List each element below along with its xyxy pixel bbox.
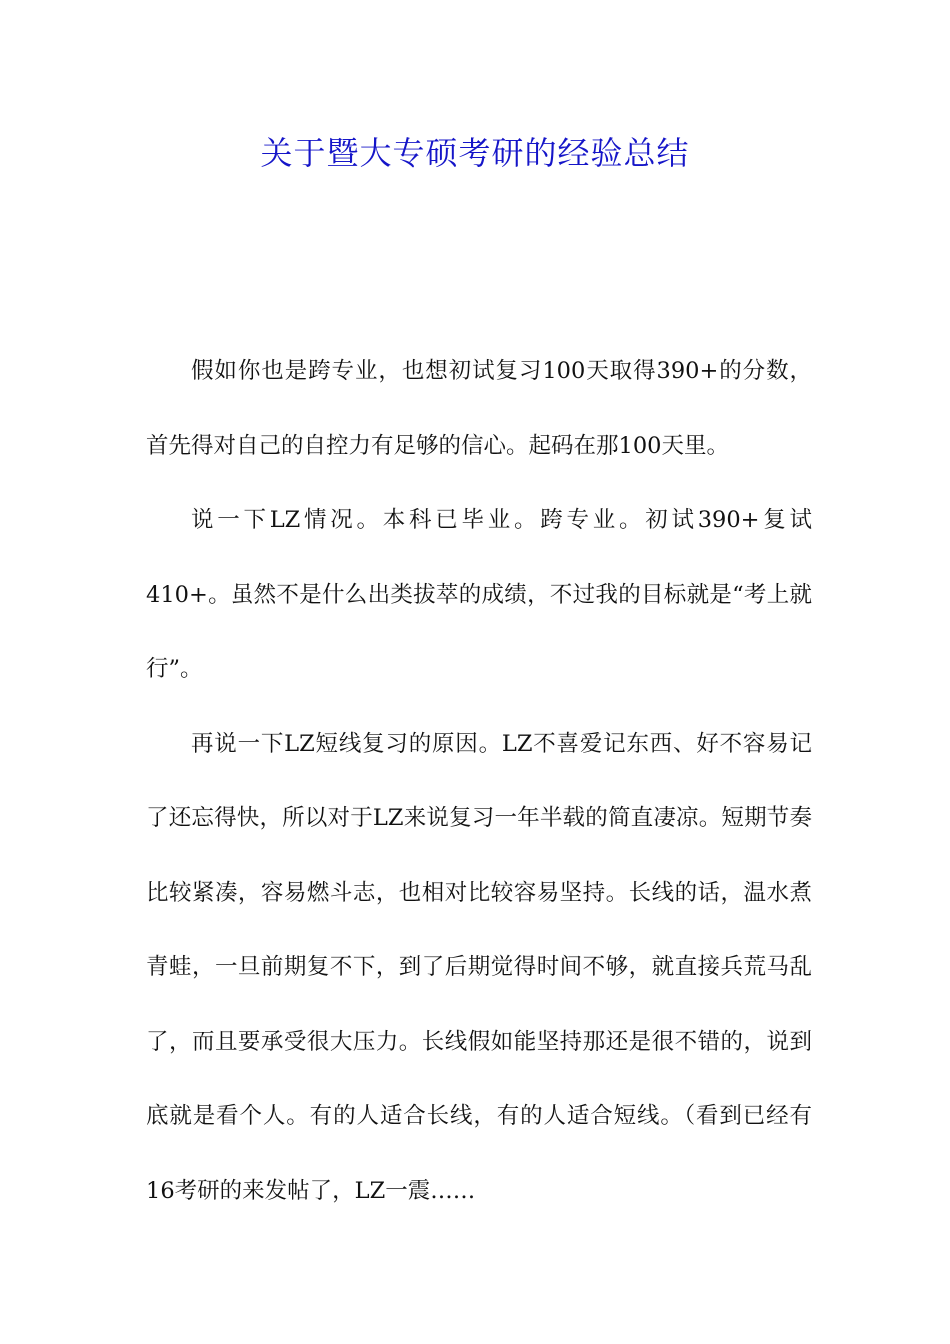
paragraph-intro: 假如你也是跨专业，也想初试复习100天取得390+的分数，首先得对自己的自控力有足够的信心。起码在那100天里。 [146, 358, 812, 459]
document-body [146, 334, 812, 1228]
paragraph-situation: 说一下LZ情况。本科已毕业。跨专业。初试390+复试410+。虽然不是什么出类拔萃的成绩，不过我的目标就是“考上就行”。 [146, 507, 812, 682]
paragraph-reason: 再说一下LZ短线复习的原因。LZ不喜爱记东西、好不容易记了还忘得快，所以对于LZ来说复习一年半载的简直凄凉。短期节奏比较紧凑，容易燃斗志，也相对比较容易坚持。长线的话，温水煮青蛙，一旦前期复不下，到了后期觉得时间不够，就直接兵荒马乱了，而且要承受很大压力。长线假如能坚持那还是很不错的，说到底就是看个人。有的人适合长线，有的人适合短线。（看到已经有16考研的来发帖了，LZ一震…… [146, 730, 812, 1204]
document-title: 关于暨大专硕考研的经验总结 [260, 134, 690, 172]
